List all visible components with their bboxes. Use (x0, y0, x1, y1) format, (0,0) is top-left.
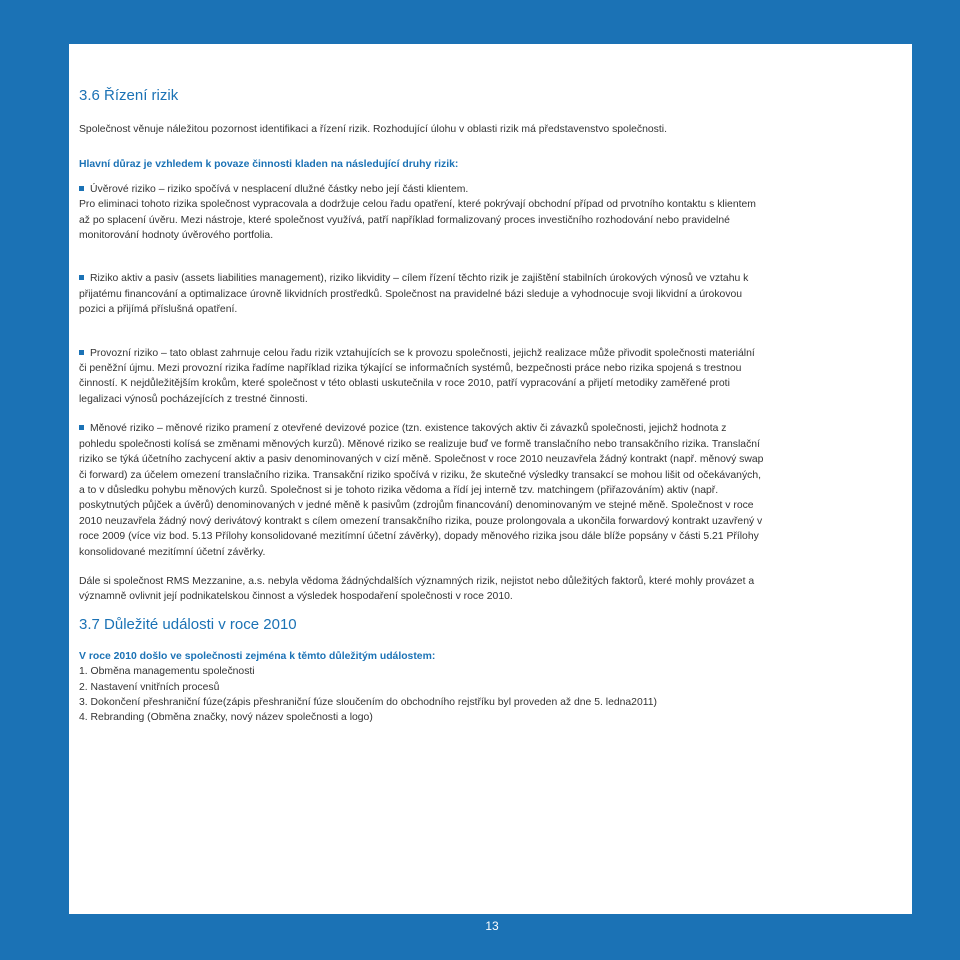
bullet-square-icon (79, 350, 84, 355)
credit-risk-title-line (79, 182, 765, 197)
section-3-7-heading: 3.7 Důležité události v roce 2010 (79, 615, 297, 633)
currency-risk-text: Měnové riziko – měnové riziko pramení z otevřené devizové pozice (tzn. existence takových aktiv či závazků společnosti, jejichž hodnota z pohledu společnosti kolísá se změnami měnových kurzů). Měnové riziko se realizuje buď ve formě translačního nebo transakčního rizika. Translační riziko se týká účetního zachycení aktiv a pasiv denominovaných v cizí měně. Společnost v roce 2010 neuzavřela žádný kontrakt (např. měnový swap či forward) za účelem omezení translačního rizika. Transakční riziko spočívá v riziku, že skutečné výsledky transakcí se mohou lišit od očekávaných, a to v důsledku pohybu měnových kurzů. Společnost si je tohoto rizika vědoma a řídí jej interně tzv. matchingem (přiřazováním) aktiv (např. poskytnutých půjček a úvěrů) denominovaných v jedné měně k pasivům (zdrojům financování) denominovaným ve stejné měně. Společnost v roce 2010 neuzavřela žádný nový derivátový kontrakt s cílem omezení transakčního rizika, pouze prolongovala a ukončila forwardový kontrakt uzavřený v roce 2009 (více viz bod. 5.13 Přílohy konsolidované mezitímní účetní závěrky), dopady měnového rizika jsou dále blíže popsány v části 5.21 Přílohy konsolidované mezitímní účetní závěrky. (79, 423, 764, 558)
list-item: 3. Dokončení přeshraniční fúze(zápis přeshraniční fúze sloučením do obchodního rejstříku byl proveden až dne 5. ledna2011) (79, 696, 657, 708)
closing-paragraph: Dále si společnost RMS Mezzanine, a.s. nebyla vědoma žádnýchdalších významných rizik, nejistot nebo důležitých faktorů, které mohly provázet a významně ovlivnit její podnikatelskou činnost a výsledek hospodaření společnosti v roce 2010. (79, 575, 755, 603)
section-3-6-heading: 3.6 Řízení rizik (79, 87, 179, 104)
spacer (79, 145, 765, 157)
alm-risk-text: Riziko aktiv a pasiv (assets liabilities management), riziko likvidity – cílem řízení těchto rizik je zajištění stabilních úrokových výnosů ve vztahu k přijatému financování a optimalizace úrovně likvidních prostředků. Společnost na pravidelné bázi sleduje a vyhodnocuje svoji likvidní a úrokovou pozici a přijímá příslušná opatření. (79, 273, 749, 316)
risk-intro-paragraph: Společnost věnuje náležitou pozornost identifikaci a řízení rizik. Rozhodující úlohu v oblasti rizik má představenstvo společnosti. (79, 124, 667, 135)
operational-risk-text-line (79, 346, 765, 408)
currency-risk-text-line (79, 421, 765, 560)
spacer (79, 332, 765, 346)
credit-risk-title: Úvěrové riziko – riziko spočívá v nesplacení dlužné částky nebo její části klientem. (90, 183, 469, 195)
credit-risk-body: Pro eliminaci tohoto rizika společnost vypracovala a dodržuje celou řadu opatření, které pokrývají obchodní případ od prvotního kontaktu s klientem až po splacení úvěru. Mezi nástroje, které společnost využívá, patří například formalizovaný proces investičního rozhodování nebo pravidelné monitorování hodnoty úvěrového portfolia. (79, 199, 756, 242)
operational-risk-item (79, 346, 765, 408)
risk-types-lead: Hlavní důraz je vzhledem k povaze činnosti kladen na následující druhy rizik: (79, 159, 459, 171)
operational-risk-text: Provozní riziko – tato oblast zahrnuje celou řadu rizik vztahujících se k provozu společnosti, jejichž realizace může přivodit společnosti materiální či peněžní újmu. Mezi provozní rizika řadíme například rizika týkající se informačních systémů, bezpečnosti práce nebo rizika spojená s trestnou činností. K nejdůležitějším krokům, které společnost v této oblasti uskutečnila v roce 2010, patří vypracování a přijetí metodiky zaměřené proti legalizaci výnosů pocházejících z trestné činnosti. (79, 347, 755, 405)
bullet-square-icon (79, 425, 84, 430)
spacer (79, 257, 765, 271)
list-item: 4. Rebranding (Obměna značky, nový název společnosti a logo) (79, 712, 373, 724)
currency-risk-item (79, 421, 765, 560)
bullet-square-icon (79, 275, 84, 280)
page-content (79, 86, 765, 726)
list-item: 1. Obměna managementu společnosti (79, 666, 255, 678)
credit-risk-item (79, 182, 765, 244)
alm-risk-item (79, 271, 765, 317)
alm-risk-text-line (79, 271, 765, 317)
events-list (79, 664, 765, 726)
list-item: 2. Nastavení vnitřních procesů (79, 681, 220, 693)
bullet-square-icon (79, 186, 84, 191)
events-lead: V roce 2010 došlo ve společnosti zejména k těmto důležitým událostem: (79, 650, 436, 662)
page-number: 13 (485, 919, 499, 933)
